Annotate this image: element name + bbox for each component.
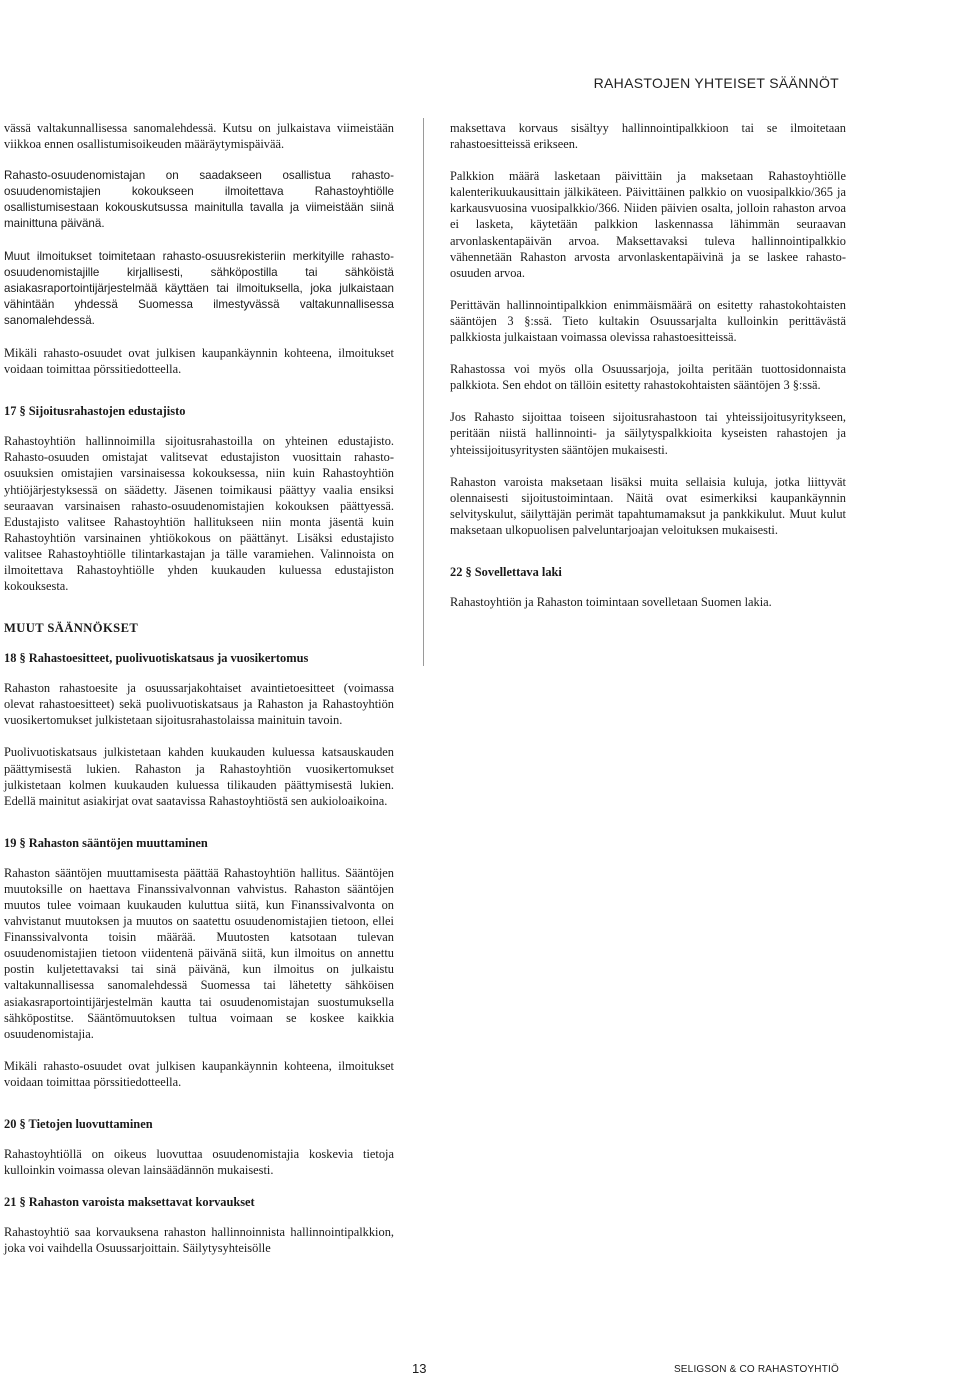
paragraph: Puolivuotiskatsaus julkistetaan kahden kuukauden kuluessa katsauskauden päättymisestä lukien. Rahaston ja Rahastoyhtiön vuosikertomukset julkistetaan kolmen kuukauden kuluessa tilikauden päättymisestä lukien. Edellä mainitut asiakirjat ovat saatavissa Rahastoyhtiöstä sen aukioloaikoina. (4, 745, 394, 808)
paragraph: Palkkion määrä lasketaan päivittäin ja maksetaan Rahastoyhtiölle kalenterikuukausittain jälkikäteen. Päivittäinen palkkio on vuosipalkkio/365 ja karkausvuosina vuosipalkkio/366. Niiden päivien osalta, jolloin rahaston arvoa ei lasketa, käytetään palkkion laskennassa lähimmän seuraavan arvonlaskentapäivän arvoa. Maksettavaksi tuleva hallinnointipalkkio vähennetään Rahaston arvosta arvonlaskentapäivinä ja se laskee rahasto-osuuden arvoa. (450, 169, 846, 280)
section-heading-20: 20 § Tietojen luovuttaminen (4, 1117, 153, 1132)
left-column (4, 120, 394, 1272)
paragraph: Rahaston rahastoesite ja osuussarjakohtaiset avaintietoesitteet (voimassa olevat rahastoesitteet) sekä puolivuotiskatsaus ja Rahaston ja Rahastoyhtiön vuosikertomukset julkistetaan sijoitusrahastolaissa mainituin tavoin. (4, 681, 394, 728)
page-number: 13 (412, 1361, 427, 1376)
paragraph: Perittävän hallinnointipalkkion enimmäismäärä on esitetty rahastokohtaisten sääntöjen 3 §:ssä. Tieto kultakin Osuussarjalta kulloinkin perittävästä palkkiosta julkaistaan voimassa olevissa rahastoesitteissä. (450, 297, 846, 345)
paragraph: Muut ilmoitukset toimitetaan rahasto-osuusrekisteriin merkityille rahasto-osuudenomistajille kirjallisesti, sähköpostilla tai sähköistä asiakasraportointijärjestelmää käyttäen tai ilmoituksella, joka julkaistaan vähintään yhdessä Suomessa ilmestyvässä valtakunnallisessa sanomalehdessä. (4, 249, 394, 327)
section-heading-19: 19 § Rahaston sääntöjen muuttaminen (4, 835, 208, 850)
section-heading-18: 18 § Rahastoesitteet, puolivuotiskatsaus ja vuosikertomus (4, 651, 309, 666)
section-heading-17: 17 § Sijoitusrahastojen edustajisto (4, 404, 186, 419)
paragraph: Rahastossa voi myös olla Osuussarjoja, joilta peritään tuottosidonnaista palkkiota. Sen ehdot on tällöin esitetty rahastokohtaisten sääntöjen 3 §:ssä. (450, 362, 846, 393)
paragraph: Jos Rahasto sijoittaa toiseen sijoitusrahastoon tai yhteissijoitusyritykseen, peritään niistä hallinnointi- ja säilytyspalkkioita kyseisten rahastojen ja yhteissijoitusyritysten sääntöjen mukaisesti. (450, 410, 846, 457)
paragraph: maksettava korvaus sisältyy hallinnointipalkkioon tai se ilmoitetaan rahastoesitteissä erikseen. (450, 121, 846, 152)
section-heading-22: 22 § Sovellettava laki (450, 564, 562, 579)
paragraph: Rahaston varoista maksetaan lisäksi muita sellaisia kuluja, jotka liittyvät olennaisesti sijoitustoimintaan. Näitä ovat esimerkiksi kaupankäynnin selvityskulut, säilyttäjän perimät tapahtumamaksut ja pankkikulut. Muut kulut maksetaan ulkopuolisen palveluntarjoajan veloituksen mukaisesti. (450, 474, 846, 537)
paragraph: Rahastoyhtiön ja Rahaston toimintaan sovelletaan Suomen lakia. (450, 594, 772, 609)
right-column (450, 120, 846, 626)
section-title-muut-saannokset: MUUT SÄÄNNÖKSET (4, 621, 139, 636)
column-divider (423, 118, 424, 666)
running-header: RAHASTOJEN YHTEISET SÄÄNNÖT (593, 75, 839, 91)
paragraph: Mikäli rahasto-osuudet ovat julkisen kaupankäynnin kohteena, ilmoitukset voidaan toimittaa pörssitiedotteella. (4, 1058, 394, 1089)
paragraph: Rahaston sääntöjen muuttamisesta päättää Rahastoyhtiön hallitus. Sääntöjen muutoksille on haettava Finanssivalvonnan vahvistus. Rahaston sääntöjen muutos tulee voimaan kuukauden kuluttua siitä, kun Finanssivalvonta on vahvistanut muutoksen ja muutos on saatettu osuudenomistajien tietoon, ellei Finanssivalvonta toisin määrää. Muutosten katsotaan tulevan osuudenomistajien tietoon viidentenä päivänä siitä, kun ilmoitus on annettu postin kuljetettavaksi tai sinä päivänä, kun ilmoitus on julkaistu valtakunnallisessa sanomalehdessä Suomessa tai lähetetty sähköisen asiakasraportointijärjestelmän kautta tai osuudenomistajan suostumuksella sähköpostitse. Sääntömuutoksen tultua voimaan se koskee kaikkia osuudenomistajia. (4, 865, 394, 1041)
publisher-name: SELIGSON & CO RAHASTOYHTIÖ (673, 1364, 839, 1375)
paragraph: vässä valtakunnallisessa sanomalehdessä. Kutsu on julkaistava viimeistään viikkoa ennen osallistumisoikeuden määräytymispäivää. (4, 121, 394, 152)
paragraph: Mikäli rahasto-osuudet ovat julkisen kaupankäynnin kohteena, ilmoitukset voidaan toimittaa pörssitiedotteella. (4, 346, 394, 377)
paragraph: Rahastoyhtiön hallinnoimilla sijoitusrahastoilla on yhteinen edustajisto. Rahasto-osuuden omistajat valitsevat edustajiston vuosittain rahasto-osuuksien omistajien varsinaisessa kokouksessa, niin kuin Rahastoyhtiön yhtiöjärjestyksessä on säädetty. Jäsenen toimikausi päättyy vaalia ensiksi seuraavan varsinaisen rahasto-osuudenomistajien kokouksen päättyessä. Edustajisto valitsee Rahastoyhtiön hallitukseen niin monta jäsentä kuin Rahastoyhtiön varsinainen yhtiökokous on päättänyt. Lisäksi edustajisto valitsee Rahastoyhtiölle tilintarkastajan ja tälle varamiehen. Valinnoista on ilmoitettava Rahastoyhtiölle yhden kuukauden kuluessa edustajiston kokouksesta. (4, 434, 394, 594)
paragraph: Rahastoyhtiöllä on oikeus luovuttaa osuudenomistajia koskevia tietoja kulloinkin voimassa olevan lainsäädännön mukaisesti. (4, 1147, 394, 1178)
paragraph: Rahasto-osuudenomistajan on saadakseen osallistua rahasto-osuudenomistajien kokoukseen ilmoitettava Rahastoyhtiölle osallistumisestaan kokouskutsussa mainitulla tavalla ja viimeistään siinä mainittuna päivänä. (4, 169, 394, 231)
section-heading-21: 21 § Rahaston varoista maksettavat korvaukset (4, 1195, 255, 1210)
paragraph: Rahastoyhtiö saa korvauksena rahaston hallinnoinnista hallinnointipalkkion, joka voi vaihdella Osuussarjoittain. Säilytysyhteisölle (4, 1225, 394, 1256)
